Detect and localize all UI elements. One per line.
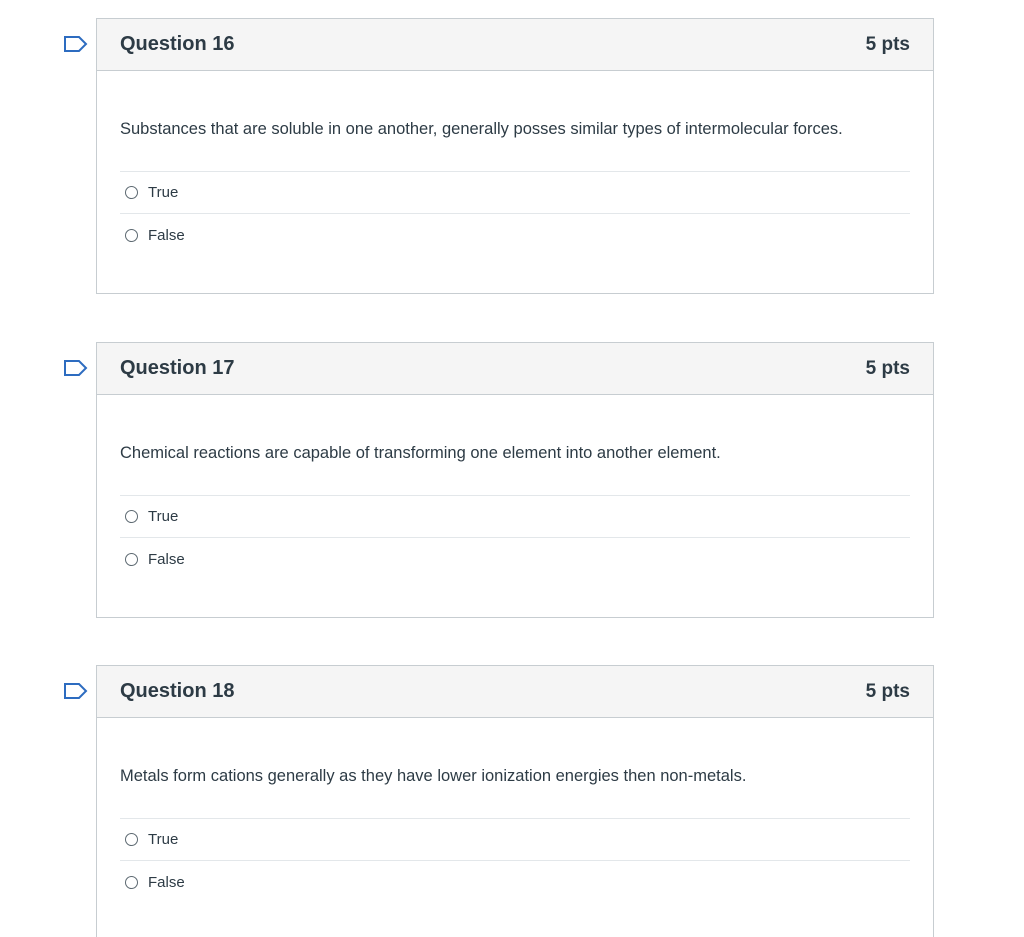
answer-option-true[interactable] xyxy=(120,172,910,214)
radio-button[interactable] xyxy=(125,186,138,199)
question-body xyxy=(97,71,933,256)
answer-label: True xyxy=(148,184,179,201)
question-points: 5 pts xyxy=(865,357,910,379)
question-points: 5 pts xyxy=(865,33,910,55)
question-title: Question 18 xyxy=(120,680,235,702)
answer-option-true[interactable] xyxy=(120,496,910,538)
question-points: 5 pts xyxy=(865,680,910,702)
radio-button[interactable] xyxy=(125,510,138,523)
answer-option-true[interactable] xyxy=(120,819,910,861)
question-text: Substances that are soluble in one another, generally posses similar types of intermolecular forces. xyxy=(120,120,843,138)
answer-label: False xyxy=(148,550,185,568)
question-header xyxy=(97,19,933,71)
answer-option-false[interactable] xyxy=(120,214,910,256)
question-text: Chemical reactions are capable of transforming one element into another element. xyxy=(120,444,721,462)
question-card xyxy=(96,18,934,294)
flag-question-icon[interactable] xyxy=(63,35,89,53)
radio-button[interactable] xyxy=(125,553,138,566)
answer-label: True xyxy=(148,508,179,525)
answer-list xyxy=(120,818,910,903)
question-header xyxy=(97,343,933,395)
question-text: Metals form cations generally as they have lower ionization energies then non-metals. xyxy=(120,767,747,785)
answer-label: False xyxy=(148,873,185,891)
question-card xyxy=(96,342,934,618)
flag-question-icon[interactable] xyxy=(63,682,89,700)
question-card xyxy=(96,665,934,937)
question-header xyxy=(97,666,933,718)
answer-label: False xyxy=(148,226,185,244)
question-title: Question 17 xyxy=(120,357,235,379)
radio-button[interactable] xyxy=(125,876,138,889)
radio-button[interactable] xyxy=(125,229,138,242)
answer-list xyxy=(120,495,910,580)
question-body xyxy=(97,395,933,580)
question-body xyxy=(97,718,933,903)
answer-option-false[interactable] xyxy=(120,861,910,903)
flag-question-icon[interactable] xyxy=(63,359,89,377)
answer-label: True xyxy=(148,831,179,848)
question-title: Question 16 xyxy=(120,33,235,55)
answer-list xyxy=(120,171,910,256)
radio-button[interactable] xyxy=(125,833,138,846)
answer-option-false[interactable] xyxy=(120,538,910,580)
